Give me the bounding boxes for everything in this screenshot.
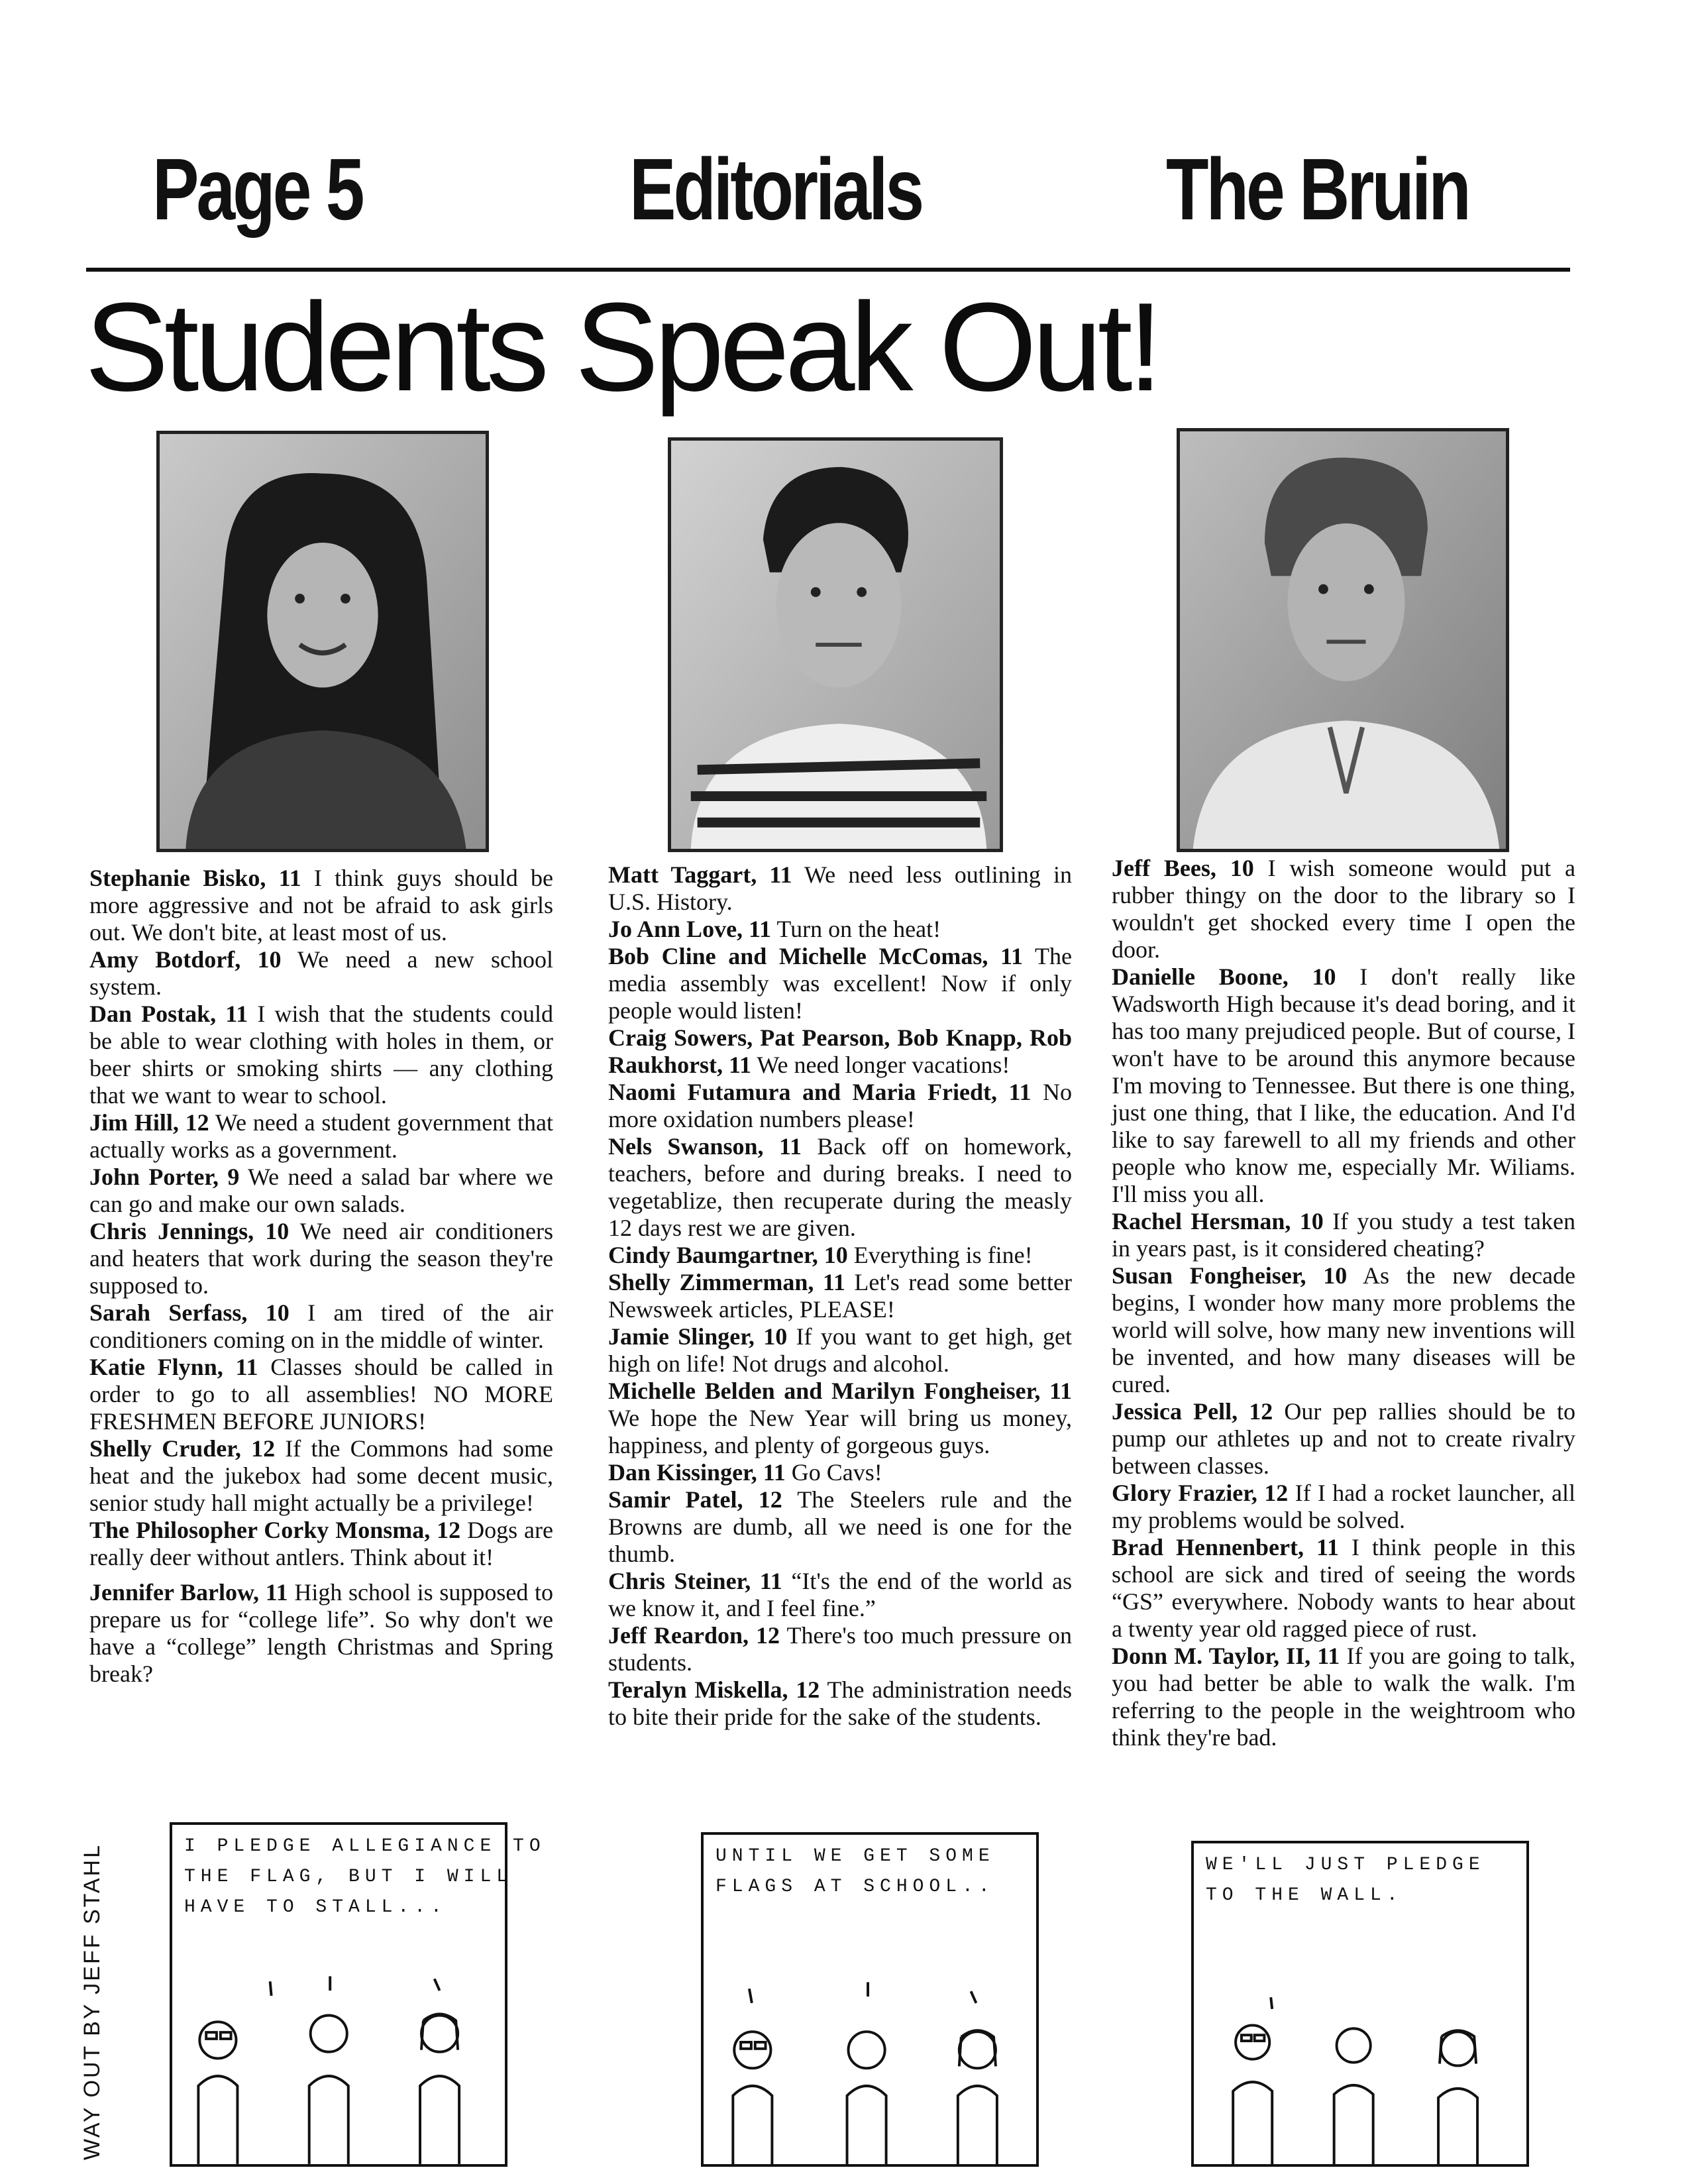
cartoon-panel-3: [1191, 1841, 1529, 2167]
quote-entry: Chris Steiner, 11 “It's the end of the world as we know it, and I feel fine.”: [608, 1568, 1073, 1621]
cartoon-panel-1: [170, 1822, 546, 2167]
quote-entry: Chris Jennings, 10 We need air conditioners and heaters that work during the season they're supposed to.: [89, 1218, 553, 1299]
student-photo-3: [1177, 428, 1509, 852]
masthead: [86, 140, 1570, 258]
quote-entry: Nels Swanson, 11 Back off on homework, teachers, before and during breaks. I need to vegetablize, then recuperate during the measly 12 days rest we are given.: [608, 1133, 1073, 1241]
quote-entry: Amy Botdorf, 10 We need a new school system.: [89, 946, 553, 1000]
quote-entry: Dan Postak, 11 I wish that the students could be able to wear clothing with holes in them, or beer shirts or smoking shirts — any clothing that we want to wear to school.: [89, 1001, 553, 1109]
quote-entry: Samir Patel, 12 The Steelers rule and the Browns are dumb, all we need is one for the thumb.: [608, 1486, 1072, 1567]
quote-entry: Dan Kissinger, 11 Go Cavs!: [608, 1459, 882, 1486]
quote-entry: Shelly Cruder, 12 If the Commons had some heat and the jukebox had some decent music, senior study hall might actually be a privilege!: [89, 1435, 554, 1516]
quote-entry: Jamie Slinger, 10 If you want to get high, get high on life! Not drugs and alcohol.: [608, 1323, 1073, 1377]
quote-entry: Jim Hill, 12 We need a student government that actually works as a government.: [89, 1109, 553, 1163]
quotes-column-2: [608, 861, 1072, 1731]
cartoon-credit: WAY OUT BY JEFF STAHL: [80, 1843, 105, 2160]
quote-entry: Rachel Hersman, 10 If you study a test taken in years past, is it considered cheating?: [1112, 1208, 1575, 1262]
quote-entry: Shelly Zimmerman, 11 Let's read some better Newsweek articles, PLEASE!: [608, 1269, 1073, 1323]
cartoon-caption-1: I PLEDGE ALLEGIANCE TO THE FLAG, BUT I WILL HAVE TO STALL...: [184, 1836, 546, 1918]
quote-entry: Craig Sowers, Pat Pearson, Bob Knapp, Rob Raukhorst, 11 We need longer vacations!: [608, 1024, 1072, 1078]
cartoon-caption-3: WE'LL JUST PLEDGE TO THE WALL.: [1206, 1855, 1485, 1906]
quote-entry: Donn M. Taylor, II, 11 If you are going to talk, you had better be able to walk the walk. I'm referring to the people in the weightroom who think they're bad.: [1112, 1643, 1576, 1751]
cartoon-panel-2: [701, 1832, 1039, 2167]
publication-name: The Bruin: [1166, 140, 1469, 238]
quotes-column-3: [1112, 855, 1575, 1751]
quote-entry: Matt Taggart, 11 We need less outlining in U.S. History.: [608, 861, 1072, 915]
quote-entry: The Philosopher Corky Monsma, 12 Dogs are really deer without antlers. Think about it!: [89, 1517, 554, 1570]
quote-entry: Teralyn Miskella, 12 The administration needs to bite their pride for the sake of the students.: [608, 1676, 1073, 1730]
quote-entry: John Porter, 9 We need a salad bar where we can go and make our own salads.: [89, 1164, 553, 1217]
quote-entry: Jeff Reardon, 12 There's too much pressure on students.: [608, 1622, 1072, 1676]
quote-entry: Glory Frazier, 12 If I had a rocket launcher, all my problems would be solved.: [1112, 1480, 1575, 1533]
section-title: Editorials: [629, 140, 922, 238]
quote-entry: Jessica Pell, 12 Our pep rallies should be to pump our athletes up and not to create rivalry between classes.: [1112, 1398, 1575, 1479]
masthead-rule: [86, 268, 1570, 272]
quote-entry: Danielle Boone, 10 I don't really like Wadsworth High because it's dead boring, and it has too many prejudiced people. But of course, I won't have to be around this anymore because I'm moving to Tennessee. But there is one thing, just one thing, that I like, the education. And I'd like to say farewell to all my friends and other people who know me, especially Mr. Wiliams. I'll miss you all.: [1112, 963, 1575, 1207]
quote-entry: Katie Flynn, 11 Classes should be called in order to go to all assemblies! NO MORE FRESHMEN BEFORE JUNIORS!: [89, 1354, 553, 1435]
quote-entry: Susan Fongheiser, 10 As the new decade begins, I wonder how many more problems the world will solve, how many new inventions will be invented, and how many diseases will be cured.: [1112, 1262, 1576, 1397]
quote-entry: Jeff Bees, 10 I wish someone would put a rubber thingy on the door to the library so I wouldn't get shocked every time I open the door.: [1112, 855, 1575, 963]
quote-entry: Michelle Belden and Marilyn Fongheiser, 11 We hope the New Year will bring us money, happiness, and plenty of gorgeous guys.: [608, 1378, 1072, 1458]
page-number: Page 5: [152, 140, 362, 238]
quote-entry: Naomi Futamura and Maria Friedt, 11 No more oxidation numbers please!: [608, 1079, 1073, 1132]
quote-entry: Bob Cline and Michelle McComas, 11 The media assembly was excellent! Now if only people would listen!: [608, 943, 1072, 1024]
quote-entry: Jo Ann Love, 11 Turn on the heat!: [608, 916, 941, 942]
quote-entry: Brad Hennenbert, 11 I think people in this school are sick and tired of seeing the words “GS” everywhere. Nobody wants to hear about a twenty year old ragged piece of rust.: [1112, 1534, 1576, 1642]
quotes-column-1: [89, 865, 553, 1688]
cartoon-caption-2: UNTIL WE GET SOME FLAGS AT SCHOOL..: [716, 1846, 995, 1897]
quote-entry: Stephanie Bisko, 11 I think guys should be more aggressive and not be afraid to ask girls out. We don't bite, at least most of us.: [89, 865, 554, 946]
student-photo-2: [668, 437, 1003, 852]
quote-entry: Sarah Serfass, 10 I am tired of the air conditioners coming on in the middle of winter.: [89, 1299, 553, 1353]
quote-entry: Jennifer Barlow, 11 High school is supposed to prepare us for “college life”. So why don't we have a “college” length Christmas and Spring break?: [89, 1579, 553, 1687]
quote-entry: Cindy Baumgartner, 10 Everything is fine!: [608, 1242, 1033, 1268]
page-headline: Students Speak Out!: [85, 277, 1159, 417]
student-photo-1: [156, 431, 489, 852]
